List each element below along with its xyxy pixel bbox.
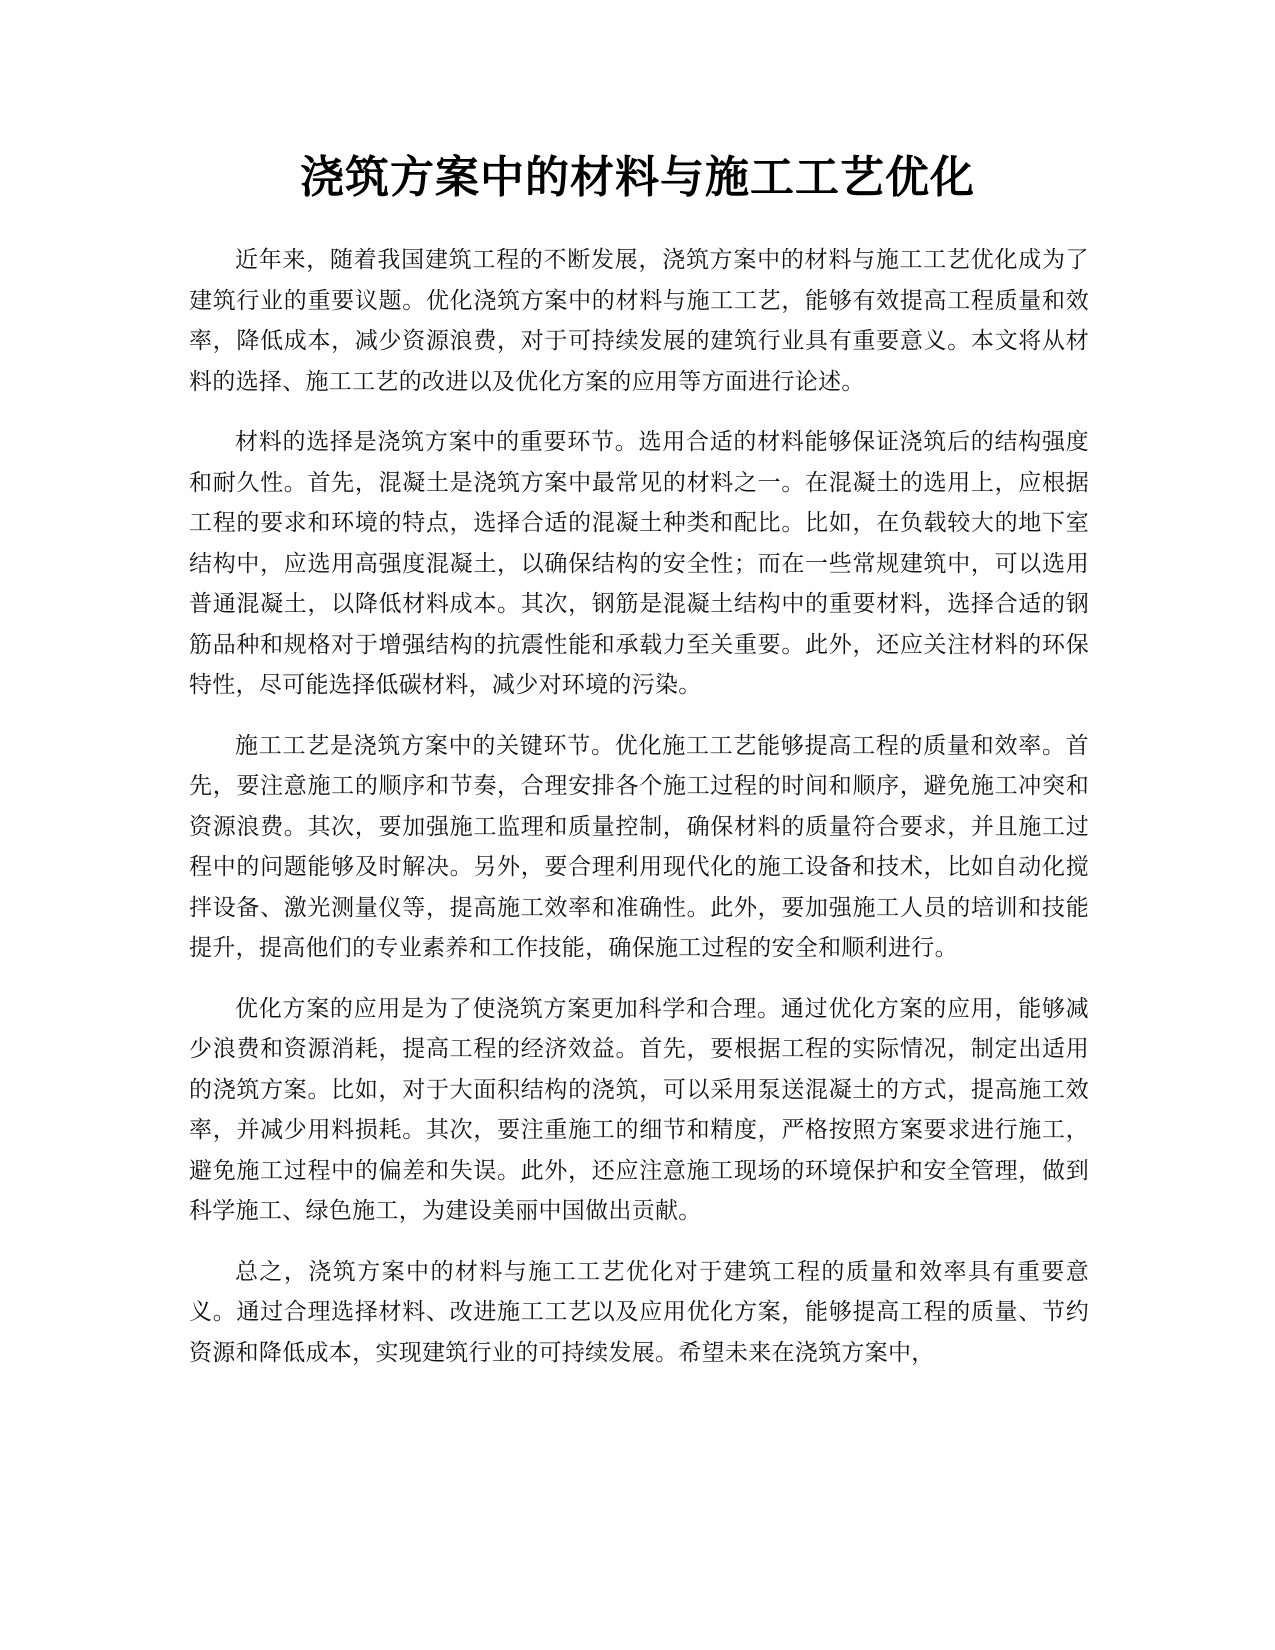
paragraph-materials: 材料的选择是浇筑方案中的重要环节。选用合适的材料能够保证浇筑后的结构强度和耐久性。首先，混凝土是浇筑方案中最常见的材料之一。在混凝土的选用上，应根据工程的要求和环境的特点，选择合适的混凝土种类和配比。比如，在负载较大的地下室结构中，应选用高强度混凝土，以确保结构的安全性；而在一些常规建筑中，可以选用普通混凝土，以降低材料成本。其次，钢筋是混凝土结构中的重要材料，选择合适的钢筋品种和规格对于增强结构的抗震性能和承载力至关重要。此外，还应关注材料的环保特性，尽可能选择低碳材料，减少对环境的污染。: [189, 429, 1089, 698]
paragraph-process: 施工工艺是浇筑方案中的关键环节。优化施工工艺能够提高工程的质量和效率。首先，要注意施工的顺序和节奏，合理安排各个施工过程的时间和顺序，避免施工冲突和资源浪费。其次，要加强施工监理和质量控制，确保材料的质量符合要求，并且施工过程中的问题能够及时解决。另外，要合理利用现代化的施工设备和技术，比如自动化搅拌设备、激光测量仪等，提高施工效率和准确性。此外，要加强施工人员的培训和技能提升，提高他们的专业素养和工作技能，确保施工过程的安全和顺利进行。: [189, 732, 1089, 961]
paragraph-intro: 近年来，随着我国建筑工程的不断发展，浇筑方案中的材料与施工工艺优化成为了建筑行业的重要议题。优化浇筑方案中的材料与施工工艺，能够有效提高工程质量和效率，降低成本，减少资源浪费，对于可持续发展的建筑行业具有重要意义。本文将从材料的选择、施工工艺的改进以及优化方案的应用等方面进行论述。: [189, 247, 1089, 395]
document-body: [189, 240, 1089, 1393]
paragraph-conclusion: 总之，浇筑方案中的材料与施工工艺优化对于建筑工程的质量和效率具有重要意义。通过合理选择材料、改进施工工艺以及应用优化方案，能够提高工程的质量、节约资源和降低成本，实现建筑行业的可持续发展。希望未来在浇筑方案中，: [189, 1258, 1089, 1366]
page-title: 浇筑方案中的材料与施工工艺优化: [300, 152, 975, 203]
paragraph-optimization: 优化方案的应用是为了使浇筑方案更加科学和合理。通过优化方案的应用，能够减少浪费和资源消耗，提高工程的经济效益。首先，要根据工程的实际情况，制定出适用的浇筑方案。比如，对于大面积结构的浇筑，可以采用泵送混凝土的方式，提高施工效率，并减少用料损耗。其次，要注重施工的细节和精度，严格按照方案要求进行施工，避免施工过程中的偏差和失误。此外，还应注意施工现场的环境保护和安全管理，做到科学施工、绿色施工，为建设美丽中国做出贡献。: [189, 995, 1089, 1224]
